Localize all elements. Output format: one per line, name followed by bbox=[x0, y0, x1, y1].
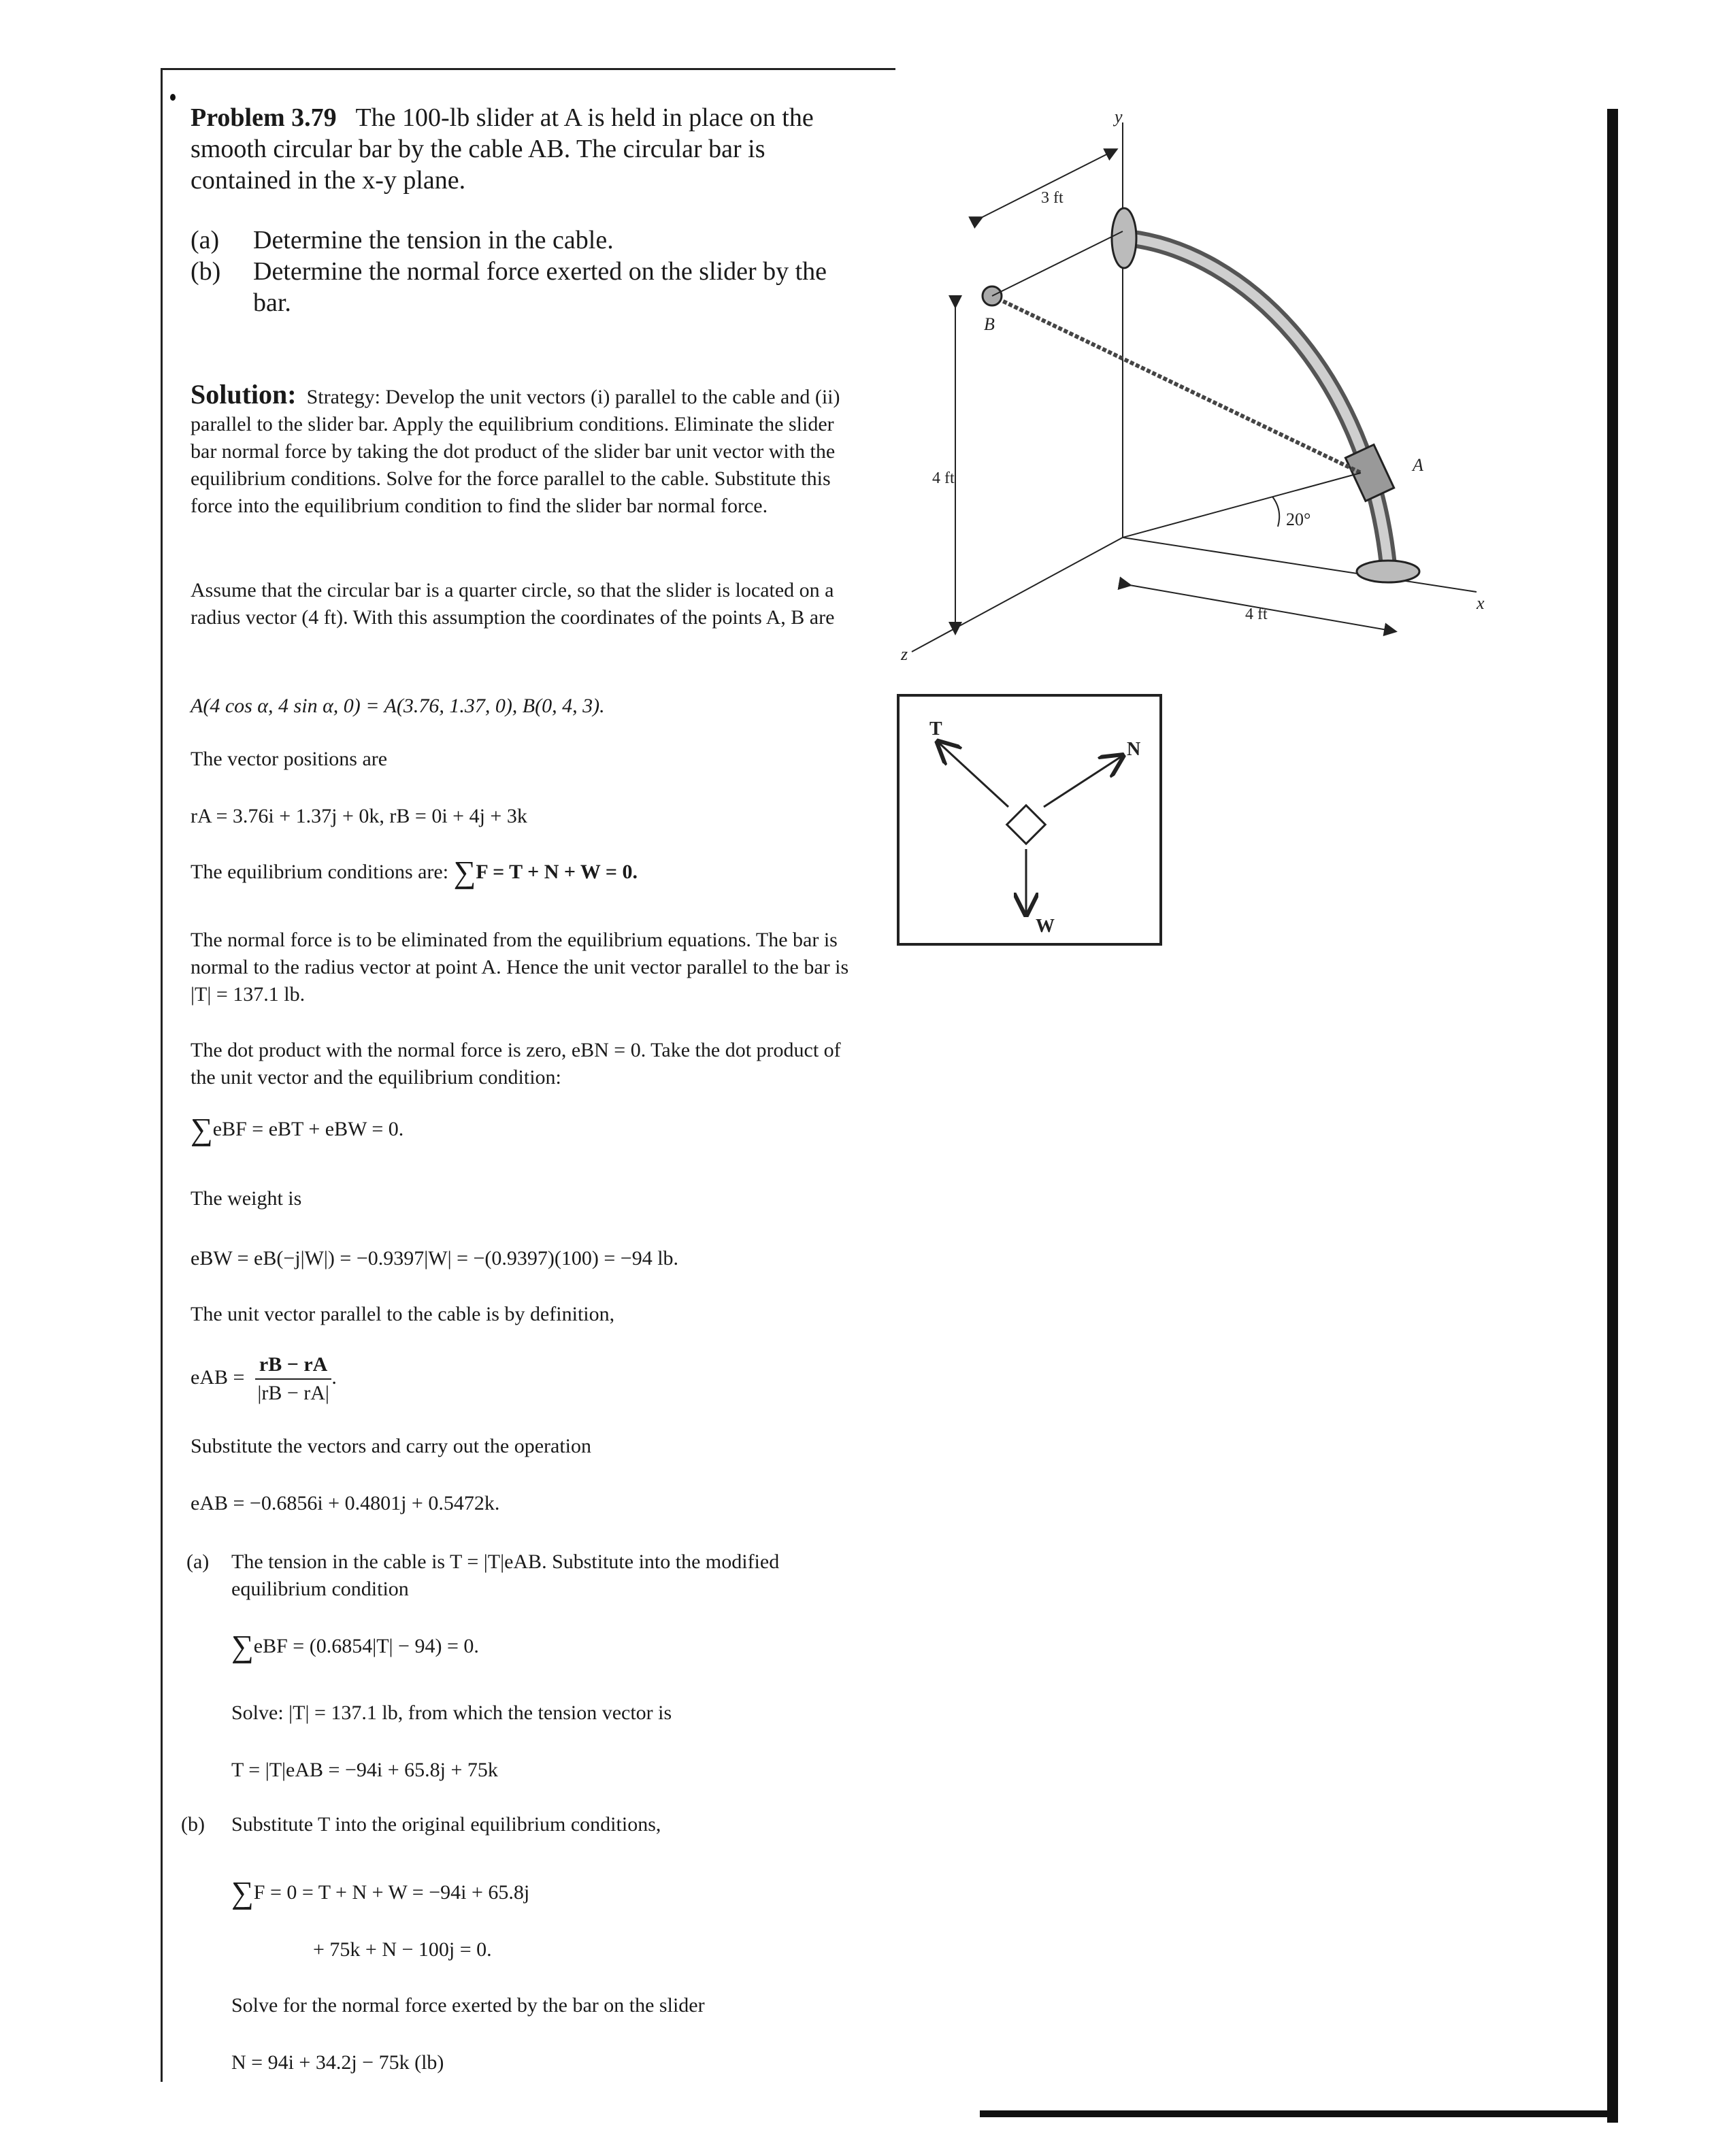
fbd-slider bbox=[1007, 806, 1046, 844]
eab-numerator: rB − rA bbox=[255, 1351, 331, 1380]
equilibrium-intro: The equilibrium conditions are: bbox=[191, 861, 449, 883]
tension-arrow bbox=[939, 743, 1008, 807]
circular-bar bbox=[1128, 238, 1388, 565]
normal-force-paragraph: The normal force is to be eliminated from the equilibrium equations. The bar is normal to the radius vector at point A. Hence the unit vector parallel to the bar is |T| = 137.1 lb. bbox=[191, 929, 849, 1006]
dim-3ft-label: 3 ft bbox=[1041, 189, 1064, 207]
top-mount bbox=[1112, 208, 1136, 268]
position-vectors-eq: rA = 3.76i + 1.37j + 0k, rB = 0i + 4j + 3k bbox=[191, 805, 527, 827]
part-b-eq1-line bbox=[231, 1875, 857, 1910]
x-axis-label: x bbox=[1477, 593, 1485, 613]
x-axis-line bbox=[1123, 537, 1477, 592]
part-a-eq: eBF = (0.6854|T| − 94) = 0. bbox=[253, 1635, 479, 1657]
sigma-symbol: ∑ bbox=[191, 1112, 213, 1146]
weight-eq: eBW = eB(−j|W|) = −0.9397|W| = −(0.9397)(100) = −94 lb. bbox=[191, 1247, 679, 1270]
cable-intro: The unit vector parallel to the cable is by definition, bbox=[191, 1303, 615, 1325]
eab-definition: eAB = $\frac{rB - rA}{|rB - rA|}$ . bbox=[191, 1351, 857, 1407]
top-rule bbox=[161, 68, 895, 70]
part-b-text: Determine the normal force exerted on the slider by the bar. bbox=[253, 257, 827, 317]
problem-figure bbox=[891, 102, 1504, 680]
weight-label: W bbox=[1036, 916, 1055, 937]
part-a-solution-label: (a) bbox=[186, 1550, 210, 1573]
part-b-solve: Solve for the normal force exerted by the bar on the slider bbox=[231, 1994, 705, 2017]
part-a-text: Determine the tension in the cable. bbox=[253, 226, 614, 254]
problem-label: Problem 3.79 bbox=[191, 103, 337, 132]
right-rule bbox=[1607, 109, 1618, 2123]
part-b-eq1: F = 0 = T + N + W = −94i + 65.8j bbox=[253, 1881, 530, 1904]
strategy-text: Strategy: Develop the unit vectors (i) parallel to the cable and (ii) parallel to the slider bar. Apply the equilibrium conditions. Eliminate the slider bar normal force by taking the dot product of the slider bar unit vector with the equilibrium conditions. Solve for the force parallel to the cable. Substitute this force into the equilibrium condition to find the slider bar normal force. bbox=[191, 386, 840, 517]
radius-line bbox=[1123, 473, 1361, 537]
normal-arrow bbox=[1044, 757, 1121, 807]
dot-eq: eBF = eBT + eBW = 0. bbox=[212, 1118, 404, 1140]
bottom-mount bbox=[1357, 561, 1419, 582]
y-axis-label: y bbox=[1115, 107, 1123, 127]
eab-denominator: |rB − rA| bbox=[257, 1382, 329, 1404]
bottom-rule bbox=[980, 2110, 1618, 2117]
vector-positions-intro: The vector positions are bbox=[191, 748, 388, 770]
problem-text: The 100-lb slider at A is held in place on the smooth circular bar by the cable AB. The circular bar is contained in the x-y plane. bbox=[191, 103, 814, 195]
dim-4ft-vertical-label: 4 ft bbox=[932, 469, 955, 487]
construction-line-top bbox=[992, 231, 1123, 296]
assumption-text: Assume that the circular bar is a quarter circle, so that the slider is located on a radius vector (4 ft). With this assumption the coordinates of the points A, B are bbox=[191, 579, 835, 629]
eab-lhs: eAB = bbox=[191, 1365, 245, 1389]
part-b-solution-text: Substitute T into the original equilibrium conditions, bbox=[231, 1813, 661, 1836]
part-a-eq-line bbox=[231, 1629, 857, 1663]
sigma-symbol: ∑ bbox=[231, 1629, 254, 1663]
slider-a bbox=[1345, 445, 1394, 501]
angle-label: 20° bbox=[1286, 510, 1311, 529]
part-a-solution-text: The tension in the cable is T = |T|eAB. Substitute into the modified equilibrium condition bbox=[231, 1550, 780, 1600]
part-b-normal-force: N = 94i + 34.2j − 75k (lb) bbox=[231, 2051, 444, 2074]
angle-arc bbox=[1272, 497, 1279, 527]
eab-fraction bbox=[255, 1351, 331, 1407]
eab-value: eAB = −0.6856i + 0.4801j + 0.5472k. bbox=[191, 1492, 500, 1514]
part-a-solve: Solve: |T| = 137.1 lb, from which the tension vector is bbox=[231, 1702, 672, 1724]
problem-parts bbox=[191, 225, 857, 318]
point-a-label: A bbox=[1413, 455, 1423, 475]
equilibrium-eq: F = T + N + W = 0. bbox=[476, 861, 638, 883]
solution-heading: Solution: bbox=[191, 379, 297, 410]
sigma-symbol: ∑ bbox=[231, 1875, 254, 1910]
left-rule bbox=[161, 68, 163, 2082]
part-a-tension-vector: T = |T|eAB = −94i + 65.8j + 75k bbox=[231, 1759, 498, 1781]
normal-label: N bbox=[1127, 739, 1141, 760]
dim-4ft-horizontal-label: 4 ft bbox=[1245, 606, 1268, 623]
free-body-diagram bbox=[897, 694, 1164, 947]
dot-eq-line bbox=[191, 1112, 857, 1146]
weight-intro: The weight is bbox=[191, 1187, 302, 1210]
margin-dot bbox=[170, 94, 176, 101]
coordinates-eq: A(4 cos α, 4 sin α, 0) = A(3.76, 1.37, 0), B(0, 4, 3). bbox=[191, 695, 605, 717]
z-axis-line bbox=[912, 537, 1123, 652]
problem-statement bbox=[191, 102, 857, 196]
z-axis-label: z bbox=[901, 644, 908, 664]
dim-3ft-line bbox=[981, 150, 1116, 218]
tension-label: T bbox=[929, 718, 942, 740]
part-a bbox=[191, 225, 857, 256]
part-b-label: (b) bbox=[191, 257, 221, 286]
part-a-label: (a) bbox=[191, 226, 220, 254]
point-b-label: B bbox=[984, 314, 995, 334]
part-b-solution-label: (b) bbox=[181, 1813, 205, 1836]
part-b-eq2: + 75k + N − 100j = 0. bbox=[313, 1938, 492, 1961]
equilibrium-line bbox=[191, 855, 857, 889]
dot-product-paragraph: The dot product with the normal force is zero, eBN = 0. Take the dot product of the unit vector and the equilibrium condition: bbox=[191, 1039, 841, 1089]
substitute-intro: Substitute the vectors and carry out the operation bbox=[191, 1435, 591, 1457]
part-b bbox=[191, 256, 857, 318]
sigma-symbol: ∑ bbox=[453, 855, 476, 889]
solution-strategy bbox=[191, 381, 857, 520]
cable-ab bbox=[992, 296, 1361, 473]
